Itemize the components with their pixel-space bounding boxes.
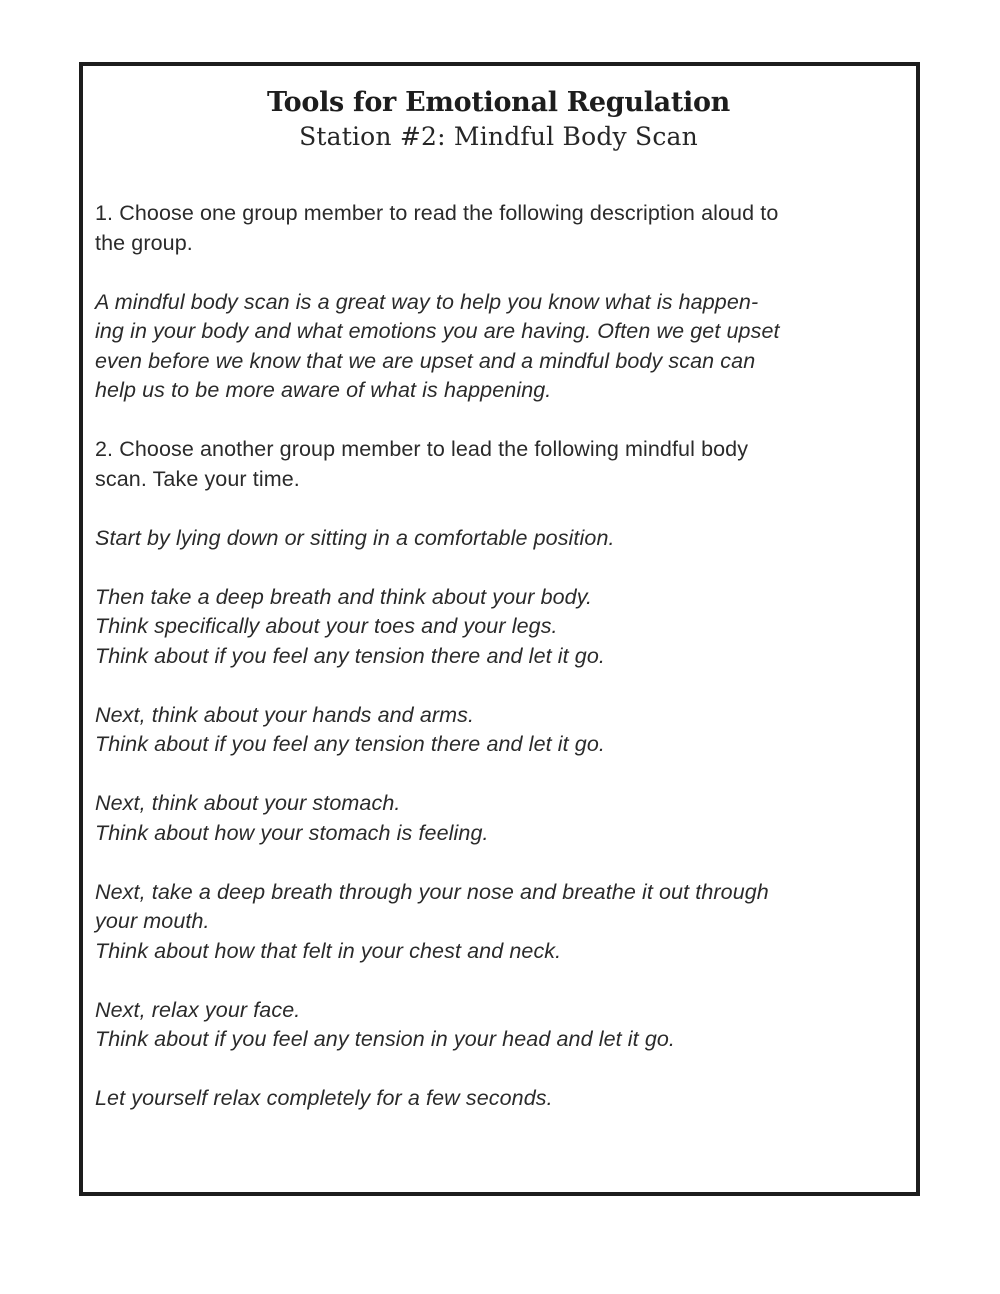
- text-line: 2. Choose another group member to lead the following mindful body: [95, 437, 749, 461]
- text-line: A mindful body scan is a great way to help you know what is happen-: [95, 289, 759, 314]
- script-paragraph-breath: [95, 878, 902, 967]
- text-line: Next, think about your hands and arms.: [95, 702, 475, 727]
- text-line: the group.: [95, 230, 193, 255]
- text-line: ing in your body and what emotions you are having. Often we get upset: [95, 319, 780, 343]
- worksheet-body: [95, 199, 902, 1114]
- text-line: help us to be more aware of what is happening.: [95, 378, 552, 402]
- page-content: [83, 66, 916, 1192]
- text-line: your mouth.: [95, 909, 210, 933]
- text-line: Next, think about your stomach.: [95, 791, 401, 815]
- instruction-step-1: [95, 199, 902, 258]
- body-scan-description: [95, 288, 902, 406]
- text-line: 1. Choose one group member to read the following description aloud to: [95, 201, 779, 225]
- text-line: Think about if you feel any tension in your head and let it go.: [95, 1027, 676, 1051]
- text-line: Then take a deep breath and think about your body.: [95, 584, 593, 609]
- script-paragraph-face: [95, 996, 902, 1055]
- text-line: Let yourself relax completely for a few seconds.: [95, 1086, 553, 1110]
- text-line: Think about if you feel any tension there and let it go.: [95, 643, 605, 668]
- script-paragraph-relax: [95, 1084, 902, 1114]
- text-line: Next, take a deep breath through your nose and breathe it out through: [95, 879, 769, 904]
- page-title: Tools for Emotional Regulation: [266, 87, 731, 118]
- text-line: Next, relax your face.: [95, 997, 301, 1022]
- script-paragraph-start: [95, 524, 902, 554]
- script-paragraph-hands-arms: [95, 701, 902, 760]
- instruction-step-2: [95, 435, 902, 494]
- text-line: Start by lying down or sitting in a comfortable position.: [95, 525, 615, 550]
- text-line: Think about how your stomach is feeling.: [95, 820, 489, 845]
- text-line: scan. Take your time.: [95, 466, 300, 491]
- script-paragraph-toes-legs: [95, 583, 902, 672]
- page-subtitle: Station #2: Mindful Body Scan: [299, 122, 698, 151]
- text-line: Think specifically about your toes and your legs.: [95, 614, 558, 638]
- text-line: even before we know that we are upset and a mindful body scan can: [95, 348, 756, 373]
- worksheet-page: [79, 62, 920, 1196]
- script-paragraph-stomach: [95, 789, 902, 848]
- text-line: Think about if you feel any tension there and let it go.: [95, 732, 605, 756]
- text-line: Think about how that felt in your chest and neck.: [95, 938, 562, 963]
